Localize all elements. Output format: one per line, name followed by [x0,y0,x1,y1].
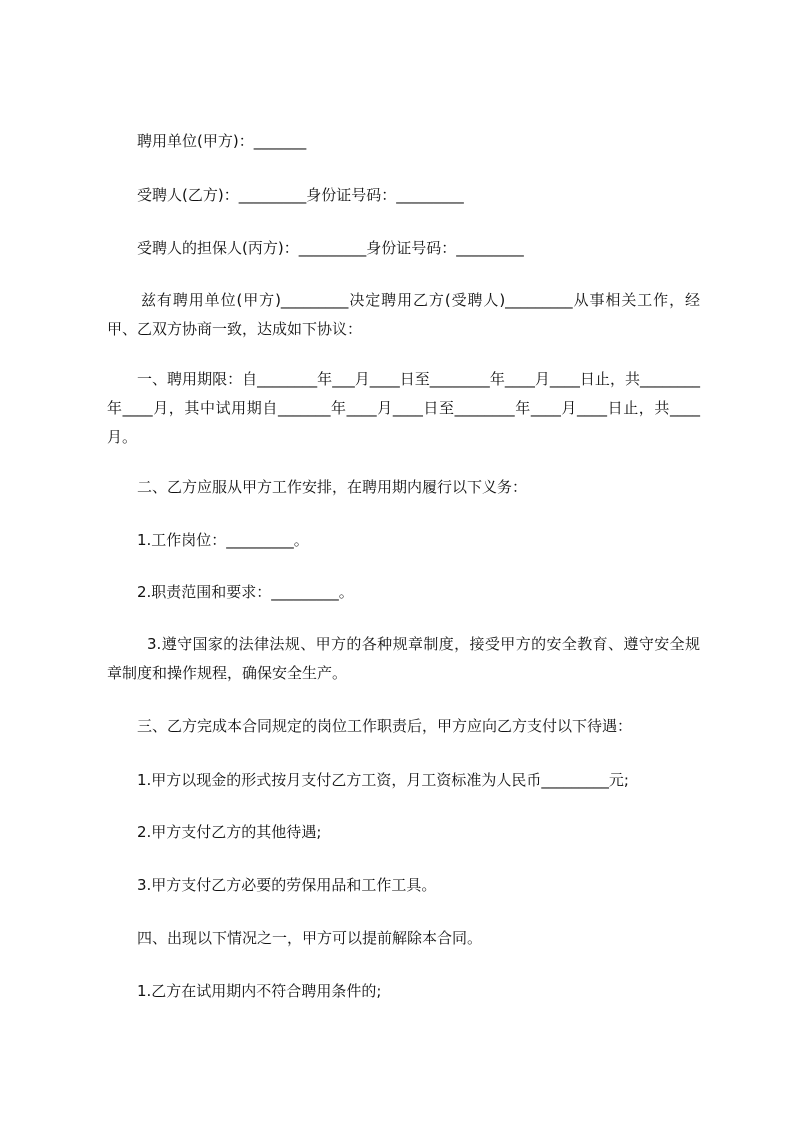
duty-item-3: 3.遵守国家的法律法规、甲方的各种规章制度，接受甲方的安全教育、遵守安全规章制度和操作规程，确保安全生产。 [107,635,700,682]
employer-line: 聘用单位(甲方)：_______ [137,132,307,150]
employee-line: 受聘人(乙方)：_________身份证号码：_________ [137,186,464,204]
section-four-title: 四、出现以下情况之一，甲方可以提前解除本合同。 [137,929,483,947]
termination-item-1: 1.乙方在试用期内不符合聘用条件的; [137,982,382,1000]
benefit-item-2: 2.甲方支付乙方的其他待遇; [137,823,322,841]
guarantor-line: 受聘人的担保人(丙方)：_________身份证号码：_________ [137,239,524,257]
duty-item-2: 2.职责范围和要求：_________。 [137,583,354,601]
duty-item-1: 1.工作岗位：_________。 [137,531,309,549]
benefit-item-3: 3.甲方支付乙方必要的劳保用品和工作工具。 [137,876,437,894]
intro-paragraph: 兹有聘用单位(甲方)_________决定聘用乙方(受聘人)_________从事相关工作，经甲、乙双方协商一致，达成如下协议： [107,291,700,338]
section-three-title: 三、乙方完成本合同规定的岗位工作职责后，甲方应向乙方支付以下待遇： [137,717,633,735]
benefit-item-1: 1.甲方以现金的形式按月支付乙方工资，月工资标准为人民币_________元; [137,771,629,789]
term-paragraph: 一、聘用期限：自________年___月____日至________年____月____日止，共________年____月，其中试用期自_______年____月____日至________年____月____日止，共____月。 [107,370,700,446]
section-two-title: 二、乙方应服从甲方工作安排，在聘用期内履行以下义务： [137,478,528,496]
